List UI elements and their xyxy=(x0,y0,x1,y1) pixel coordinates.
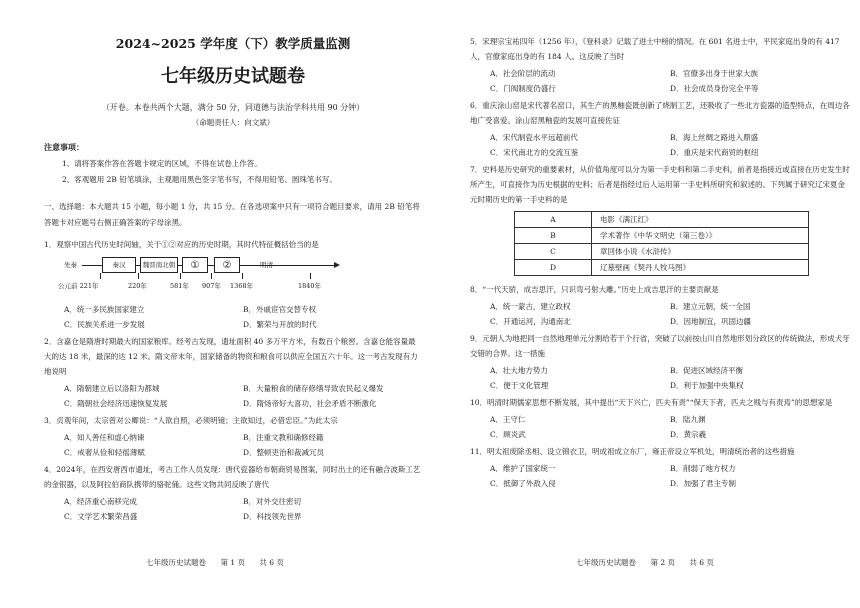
question-2-stem: 2．含嘉仓是隋唐时期最大的国家粮库。经考古发现，遗址面积 40 多万平方米，有数百个粮窖。含嘉仓能容量最大的达 18 米，最深的达 12 米。隋文帝末年，国家储备的物资和粮食可以供应全国五六十年。这一考古发现有力地说明 xyxy=(44,337,418,376)
option-c: C．宋代南北方的交流互鉴 xyxy=(490,148,579,157)
question-9-stem: 9．元朝人为地把同一自然地理单元分割给若干个行省，突破了以前按山川自然地形划分政区的传统做法，形成犬牙交错的合界。这一措施 xyxy=(470,334,850,358)
question-8-stem: 8．“一代天骄，成吉思汗，只识弯弓射大雕。”历史上成吉思汗的主要贡献是 xyxy=(470,285,719,294)
note-item: 1、请将答案作答在答题卡规定的区域，不得在试卷上作答。 xyxy=(62,159,262,168)
option-c: C．民族关系进一步发展 xyxy=(64,320,145,329)
exam-year: 2024~2025 学年度（下）教学质量监测 xyxy=(115,36,351,51)
option-b: B．外戚宦官交替专权 xyxy=(243,305,317,314)
table-row xyxy=(515,228,809,244)
table-key: B xyxy=(515,228,592,244)
option-d: D．社会成员身份完全平等 xyxy=(670,84,759,93)
question-7-stem: 7．史料是历史研究的重要素材，从价值角度可以分为第一手史料和第二手史料，前者是指接近或直接在历史发生时所产生，可直接作为历史根据的史料；后者是指经过后人运用第一手史料所研究和叙述的。下列属于研究辽宋夏金元时期历史的第一手史料的是 xyxy=(470,165,850,204)
option-c: C．开通运河，沟通南北 xyxy=(490,317,571,326)
question-5-stem: 5．宋理宗宝祐四年（1256 年），《登科录》记载了进士中榜的情况。在 601 名进士中，平民家庭出身的有 417 人，官僚家庭出身的有 184 人。这反映了当时 xyxy=(470,37,840,61)
timeline-date: 581年 xyxy=(170,282,189,290)
question-1-stem: 1．观察中国古代历史时间轴，关于①②对应的历史时期，其时代特征概括恰当的是 xyxy=(44,240,319,249)
page-footer xyxy=(430,557,860,568)
section-title: 一、选择题：本大题共 15 小题，每小题 1 分，共 15 分。在各选项案中只有一项符合题目要求，请用 2B 铅笔将答题卡对应题号右侧正确答案的字母涂黑。 xyxy=(44,202,420,227)
option-a: A．知人善任和虚心纳谏 xyxy=(64,433,145,442)
question-2-options xyxy=(44,381,422,411)
option-c: C．门阀制度仍盛行 xyxy=(490,84,556,93)
footer-page: 第 1 页 xyxy=(220,558,245,567)
table-row xyxy=(515,244,809,260)
exam-info: （开卷。本卷共两个大题，满分 50 分，同道德与法治学科共用 90 分钟） xyxy=(101,103,365,112)
question-6-options xyxy=(470,130,850,160)
footer-total: 共 6 页 xyxy=(259,558,284,567)
option-b: B．官僚多出身于世家大族 xyxy=(670,69,759,78)
timeline-period: 魏晋南北朝 xyxy=(140,257,178,273)
table-value: 学术著作《中华文明史（第三卷）》 xyxy=(592,228,809,244)
option-a: A．壮大地方势力 xyxy=(490,366,548,375)
footer-total: 共 6 页 xyxy=(689,558,714,567)
option-d: D．科技领先世界 xyxy=(243,512,302,521)
timeline-period: ① xyxy=(182,257,208,273)
question-4-stem: 4．2024年，在西安唐西市遗址，考古工作人员发现：唐代瓷器给布朝商贸易图案，同时出土的还有融合波斯工艺的金银器，以及阿拉伯商队携带的骆驼俑。这些文物共同反映了唐代 xyxy=(44,465,421,489)
option-b: B．陆九渊 xyxy=(670,415,706,424)
question-6-stem: 6．重庆涂山窑是宋代著名窑口，其生产的黑釉瓷既创新了烧制工艺，还吸收了一些北方瓷器的造型特点，在周边各地广受喜爱。涂山窑黑釉瓷的发展可直接佐证 xyxy=(470,101,850,125)
question-1-options xyxy=(44,302,422,332)
question-10-options xyxy=(470,412,850,442)
option-a: A．统一蒙古，建立政权 xyxy=(490,302,571,311)
table-key: D xyxy=(515,260,592,276)
option-c: C．便于文化管理 xyxy=(490,381,549,390)
question-9-options xyxy=(470,363,850,393)
question-11-options xyxy=(470,461,850,491)
notes-title: 注意事项： xyxy=(44,142,84,152)
note-item: 2、客观题用 2B 铅笔填涂，主观题用黑色签字笔书写，不得用铅笔、圆珠笔书写。 xyxy=(62,175,337,184)
question-3-stem: 3．贞观年间，太宗曾对公卿说：“人欲自照，必须明镜；主欲知过，必借忠臣。”为此太宗 xyxy=(44,416,338,425)
table-key: A xyxy=(515,212,592,228)
option-a: A．王守仁 xyxy=(490,415,526,424)
option-b: B．建立元朝，统一全国 xyxy=(670,302,751,311)
table-value: 章回体小说《水浒传》 xyxy=(592,244,809,260)
timeline-date: 1840年 xyxy=(298,282,322,290)
table-key: C xyxy=(515,244,592,260)
question-5-options xyxy=(470,66,850,96)
option-c: C．文学艺术繁荣昌盛 xyxy=(64,512,138,521)
option-c: C．抵御了外敌入侵 xyxy=(490,479,556,488)
question-8-options xyxy=(470,299,850,329)
source-table xyxy=(514,211,809,276)
option-b: B．注重文教和确修经籍 xyxy=(243,433,324,442)
table-row xyxy=(515,212,809,228)
option-d: D．隋炀帝好大喜功，社会矛盾不断激化 xyxy=(243,399,377,408)
footer-page: 第 2 页 xyxy=(650,558,675,567)
question-4-options xyxy=(44,494,422,524)
option-a: A．宋代制瓷水平远超前代 xyxy=(490,133,578,142)
timeline-diagram xyxy=(58,256,364,296)
timeline-period: ② xyxy=(214,257,240,273)
footer-title: 七年级历史试题卷 xyxy=(576,558,637,567)
option-b: B．海上丝绸之路进入鼎盛 xyxy=(670,133,759,142)
option-d: D．重庆是宋代商贸的枢纽 xyxy=(670,148,759,157)
option-b: B．大量粮食的储存修缮导致农民起义爆发 xyxy=(243,384,384,393)
option-d: D．加强了君主专制 xyxy=(670,479,737,488)
table-value: 辽墓壁画《契丹人牧马图》 xyxy=(592,260,809,276)
timeline-date: 公元前 221年 xyxy=(58,282,99,290)
timeline-date: 220年 xyxy=(128,282,147,290)
page-footer xyxy=(0,557,430,568)
exam-title: 七年级历史试题卷 xyxy=(161,66,305,87)
option-b: B．削弱了地方权力 xyxy=(670,464,736,473)
question-11-stem: 11．明太祖废除丞相、设立锦衣卫，明成祖成立东厂，雍正帝设立军机处，明清统治者的这些措施 xyxy=(470,447,795,456)
option-d: D．黄宗羲 xyxy=(670,430,707,439)
question-10-stem: 10．明清时期儒家思想不断发展，其中提出“天下兴亡，匹夫有责”“保天下者，匹夫之贱与有责焉”的思想家是 xyxy=(470,398,833,407)
option-a: A．隋朝建立后以洛阳为都城 xyxy=(64,384,160,393)
table-row xyxy=(515,260,809,276)
option-d: D．因地制宜，巩固边疆 xyxy=(670,317,752,326)
option-a: A．统一多民族国家建立 xyxy=(64,305,145,314)
timeline-date: 907年 xyxy=(202,282,221,290)
option-c: C．戒奢从俭和轻徭薄赋 xyxy=(64,448,145,457)
option-d: D．繁荣与开放的时代 xyxy=(243,320,317,329)
option-a: A．维护了国家统一 xyxy=(490,464,556,473)
timeline-period: 先秦 xyxy=(64,261,77,269)
timeline-period: 秦汉 xyxy=(102,257,136,273)
exam-responsible: （命题责任人：向文斌） xyxy=(191,118,275,127)
option-c: C．顾炎武 xyxy=(490,430,526,439)
option-d: D．整顿吏治和裁减冗员 xyxy=(243,448,325,457)
question-3-options xyxy=(44,430,422,460)
footer-title: 七年级历史试题卷 xyxy=(146,558,207,567)
timeline-period: 明清 xyxy=(260,261,273,269)
timeline-date: 1368年 xyxy=(230,282,254,290)
table-value: 电影《满江红》 xyxy=(592,212,809,228)
option-c: C．隋朝社会经济迅速恢复发展 xyxy=(64,399,168,408)
option-a: A．经济重心南移完成 xyxy=(64,497,137,506)
option-a: A．社会阶层的流动 xyxy=(490,69,556,78)
option-b: B．对外交往密切 xyxy=(243,497,302,506)
option-d: D．利于加强中央集权 xyxy=(670,381,744,390)
exam-page-2 xyxy=(430,0,860,608)
option-b: B．促进区域经济平衡 xyxy=(670,366,744,375)
